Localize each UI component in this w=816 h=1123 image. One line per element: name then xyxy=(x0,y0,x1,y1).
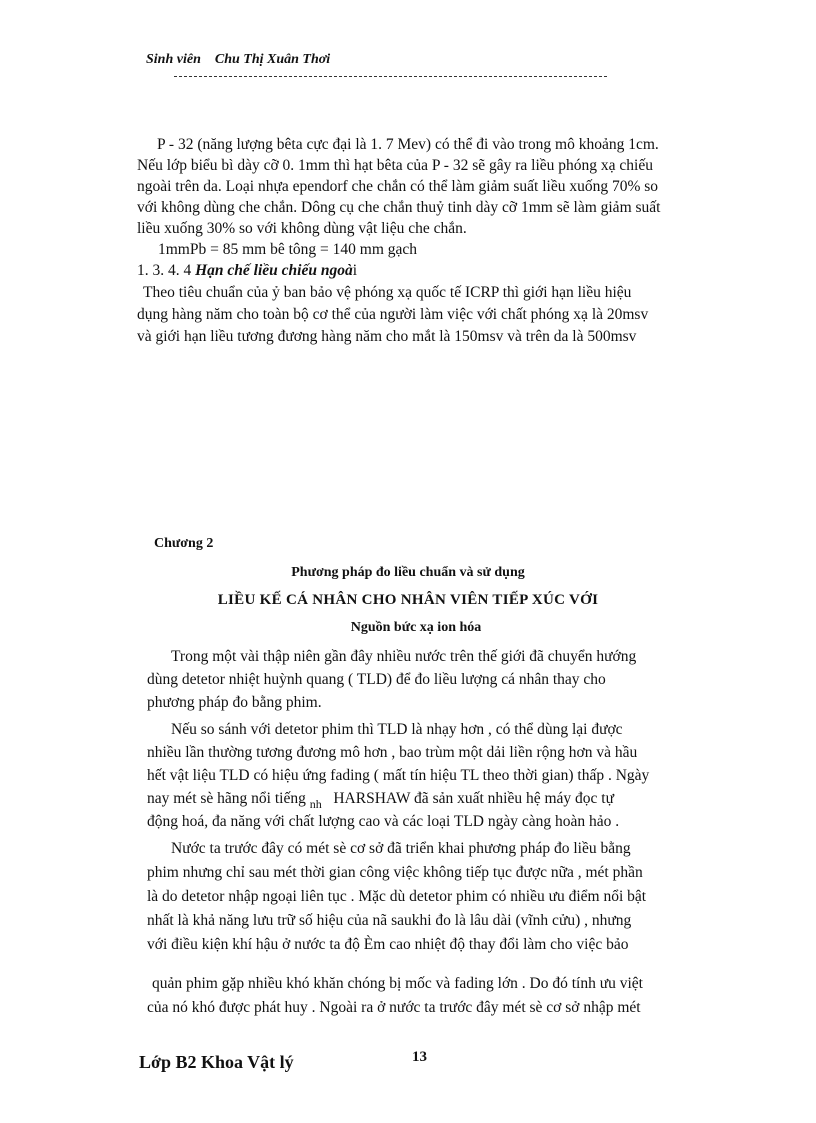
subsection-title: Hạn chế liều chiếu ngoà xyxy=(195,262,353,279)
chapter-source: Nguồn bức xạ ion hóa xyxy=(350,620,482,635)
chapter-subtitle: Phương pháp đo liều chuẩn và sử dụng xyxy=(291,565,525,580)
p1-line-1: Trong một vài thập niên gần đây nhiều nước trên thế giới đã chuyển hướng xyxy=(171,648,637,665)
p2-line-4-b: HARSHAW đã sản xuất nhiều hệ máy đọc tự xyxy=(333,790,615,807)
icrp-line-1: Theo tiêu chuẩn của ỷ ban bảo vệ phóng xạ quốc tế ICRP thì giới hạn liều hiệu xyxy=(143,284,632,301)
chapter-label: Chương 2 xyxy=(154,536,214,551)
unit-equivalence: 1mmPb = 85 mm bê tông = 140 mm gạch xyxy=(158,241,418,258)
p4-line-1: quản phim gặp nhiều khó khăn chóng bị mốc và fading lớn . Do đó tính ưu việt xyxy=(152,975,643,992)
section1-line-4: với không dùng che chắn. Dông cụ che chắn thuỷ tinh dày cỡ 1mm sẽ làm giảm suất xyxy=(137,199,661,216)
student-name: Chu Thị Xuân Thơi xyxy=(214,52,331,67)
p3-line-3: là do detetor nhập ngoại liên tục . Mặc dù detetor phim có nhiều ưu điểm nổi bật xyxy=(147,888,647,905)
footer-class-label: Lớp B2 Khoa Vật lý xyxy=(139,1052,294,1072)
p3-line-2: phim nhưng chỉ sau mét thời gian công việc không tiếp tục được nữa , mét phần xyxy=(147,864,643,881)
section1-line-3: ngoài trên da. Loại nhựa ependorf che chắn có thể làm giảm suất liều xuống 70% so xyxy=(137,178,659,195)
chapter-title: LIỀU KẾ CÁ NHÂN CHO NHÂN VIÊN TIẾP XÚC VỚI xyxy=(217,592,599,608)
p2-line-4-a: nay mét sè hãng nổi tiếng xyxy=(147,790,306,807)
subsection-title-tail: i xyxy=(352,262,358,279)
p2-line-3: hết vật liệu TLD có hiệu ứng fading ( mất tín hiệu TL theo thời gian) thấp . Ngày xyxy=(147,767,650,784)
section1-line-5: liều xuống 30% so với không dùng vật liệu che chắn. xyxy=(137,220,467,237)
p2-line-4-sub: nh xyxy=(309,797,322,811)
p2-line-2: nhiều lần thường tương đương mô hơn , bao trùm một dải liền rộng hơn và hầu xyxy=(147,744,638,761)
p1-line-3: phương pháp đo bằng phim. xyxy=(147,694,322,711)
subsection-number: 1. 3. 4. 4 xyxy=(137,262,192,279)
p1-line-2: dùng detetor nhiệt huỳnh quang ( TLD) để đo liều lượng cá nhân thay cho xyxy=(147,671,606,688)
page-header xyxy=(146,52,330,68)
p3-line-5: với điều kiện khí hậu ở nước ta độ Èm cao nhiệt độ thay đổi làm cho việc bảo xyxy=(147,936,629,953)
page-number: 13 xyxy=(412,1049,427,1065)
p2-line-4 xyxy=(147,790,615,811)
icrp-line-3: và giới hạn liều tương đương hàng năm cho mắt là 150msv và trên da là 500msv xyxy=(137,328,637,345)
header-label: Sinh viên xyxy=(146,52,201,67)
p3-line-4: nhất là khả năng lưu trữ số hiệu của nã saukhi đo là lâu dài (vĩnh cửu) , nhưng xyxy=(147,912,632,929)
section1-line-2: Nếu lớp biểu bì dày cỡ 0. 1mm thì hạt bêta của P - 32 sẽ gây ra liều phóng xạ chiếu xyxy=(137,157,653,174)
section1-line-1: P - 32 (năng lượng bêta cực đại là 1. 7 Mev) có thể đi vào trong mô khoảng 1cm. xyxy=(157,136,659,153)
icrp-line-2: dụng hàng năm cho toàn bộ cơ thể của người làm việc với chất phóng xạ là 20msv xyxy=(137,306,649,323)
p3-line-1: Nước ta trước đây có mét sè cơ sở đã triển khai phương pháp đo liều bằng xyxy=(171,840,631,857)
header-divider xyxy=(174,76,607,77)
subsection-heading xyxy=(137,262,357,280)
p2-line-5: động hoá, đa năng với chất lượng cao và các loại TLD ngày càng hoàn hảo . xyxy=(147,813,620,830)
p2-line-1: Nếu so sánh với detetor phim thì TLD là nhạy hơn , có thể dùng lại được xyxy=(171,721,623,738)
p4-line-2: của nó khó được phát huy . Ngoài ra ở nước ta trước đây mét sè cơ sở nhập mét xyxy=(147,999,641,1016)
